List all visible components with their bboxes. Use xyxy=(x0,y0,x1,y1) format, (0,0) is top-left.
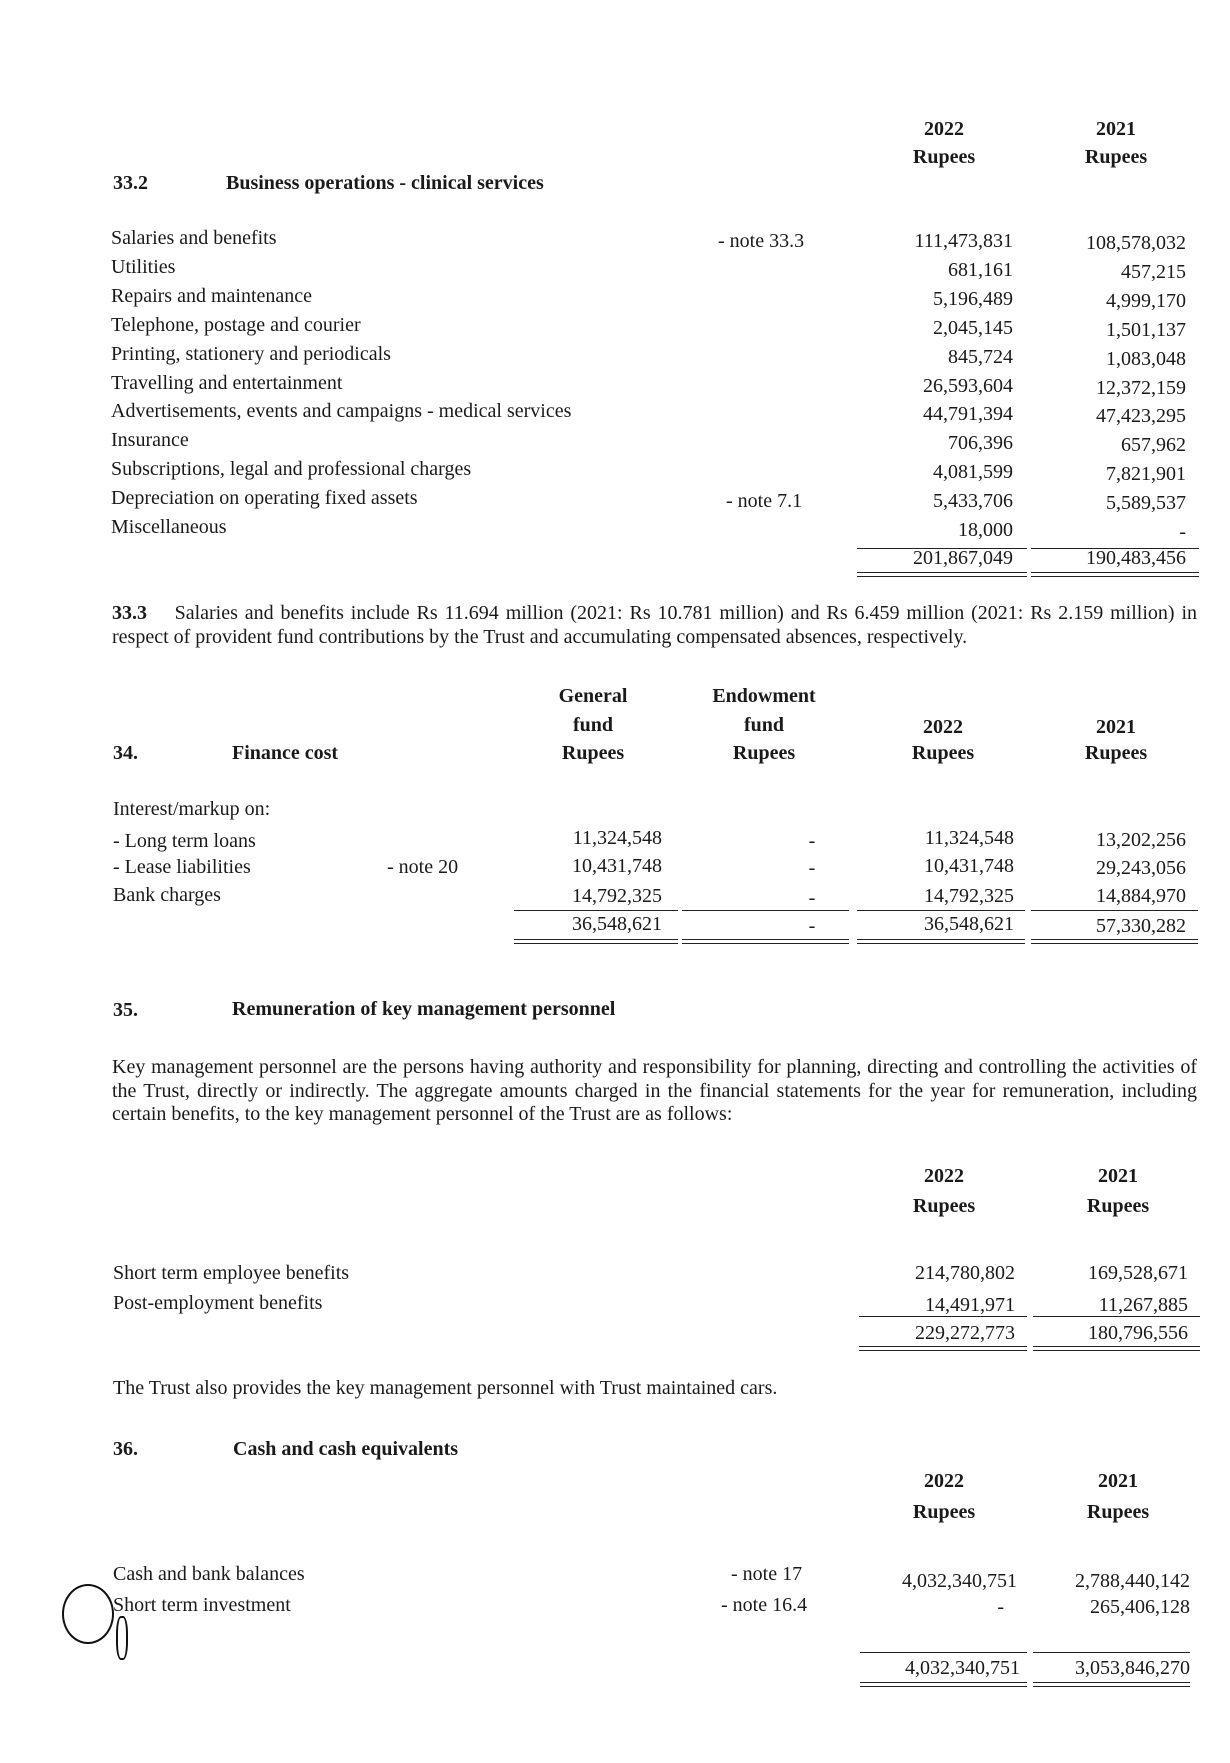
section-title: Finance cost xyxy=(232,742,339,764)
row-2022: 14,792,325 xyxy=(924,885,1014,907)
row-2022: 4,032,340,751 xyxy=(902,1570,1017,1592)
row-endowment: - xyxy=(808,830,816,852)
row-2022: 4,081,599 xyxy=(933,461,1013,484)
row-note: - note 33.3 xyxy=(718,230,805,252)
row-label: Cash and bank balances xyxy=(113,1563,305,1585)
row-label: Subscriptions, legal and professional charges xyxy=(111,458,472,481)
total-double-rule xyxy=(1033,1682,1190,1687)
row-label: Post-employment benefits xyxy=(113,1292,323,1314)
row-2022: 10,431,748 xyxy=(924,855,1014,877)
subtotal-rule xyxy=(857,910,1025,911)
section-number: 33.2 xyxy=(113,172,148,194)
row-2021: 14,884,970 xyxy=(1096,885,1186,907)
row-label: Bank charges xyxy=(113,884,221,906)
col-2022-year: 2022 xyxy=(923,716,963,738)
row-label: - Long term loans xyxy=(113,830,256,852)
subtotal-rule xyxy=(1031,910,1198,911)
row-2021: 7,821,901 xyxy=(1106,463,1186,486)
row-2021: 1,083,048 xyxy=(1106,347,1186,370)
total-double-rule xyxy=(857,939,1025,944)
subtotal-rule xyxy=(514,910,678,911)
total-2022: 4,032,340,751 xyxy=(905,1657,1020,1679)
row-2022: 5,196,489 xyxy=(933,287,1013,310)
row-2021: 169,528,671 xyxy=(1088,1262,1188,1284)
row-2021: 29,243,056 xyxy=(1096,857,1186,879)
row-endowment: - xyxy=(808,887,816,909)
col-2021-unit: Rupees xyxy=(1084,742,1148,764)
row-label: Short term employee benefits xyxy=(113,1262,350,1284)
row-2022: 14,491,971 xyxy=(925,1294,1015,1316)
total-double-rule xyxy=(1033,1346,1200,1351)
row-label: Depreciation on operating fixed assets xyxy=(111,487,418,510)
row-2021: 108,578,032 xyxy=(1086,232,1186,254)
row-label: Repairs and maintenance xyxy=(111,284,313,307)
subtotal-rule xyxy=(860,1652,1027,1653)
total-2021: 180,796,556 xyxy=(1088,1322,1188,1344)
handwritten-initials-stroke xyxy=(116,1616,128,1660)
subtotal-rule xyxy=(1033,1316,1200,1317)
row-2021: 11,267,885 xyxy=(1098,1294,1188,1316)
section-title: Business operations - clinical services xyxy=(226,172,544,194)
total-double-rule xyxy=(1031,572,1199,577)
row-label: - Lease liabilities xyxy=(113,856,251,878)
section-text: Key management personnel are the persons having authority and responsibility for planning, directing and controlling the activities of the Trust, directly or indirectly. The aggregate amounts charged in the financial statements for the year for remuneration, including certain benefits, to the key management personnel of the Trust are as follows: xyxy=(112,1056,1197,1125)
row-2021: 12,372,159 xyxy=(1096,376,1186,399)
total-2022: 201,867,049 xyxy=(913,547,1013,569)
section-number: 36. xyxy=(113,1438,138,1460)
row-label: Short term investment xyxy=(113,1594,291,1616)
section-number: 35. xyxy=(113,999,138,1021)
handwritten-initials-mark xyxy=(62,1584,114,1644)
total-2021: 57,330,282 xyxy=(1096,915,1186,937)
total-2021: 3,053,846,270 xyxy=(1075,1657,1190,1679)
row-note: - note 16.4 xyxy=(721,1594,808,1616)
row-label: Advertisements, events and campaigns - medical services xyxy=(111,400,572,423)
col-2021-year: 2021 xyxy=(1098,1165,1138,1187)
row-general: 10,431,748 xyxy=(572,855,662,877)
note-number: 33.3 xyxy=(112,602,147,624)
row-label: Miscellaneous xyxy=(111,516,227,538)
row-2022: 706,396 xyxy=(948,432,1013,455)
row-general: 11,324,548 xyxy=(572,827,662,849)
total-2022: 229,272,773 xyxy=(915,1322,1015,1344)
section-number: 34. xyxy=(113,742,138,764)
total-general: 36,548,621 xyxy=(572,913,662,935)
row-2021: 5,589,537 xyxy=(1106,492,1186,515)
row-2022: 26,593,604 xyxy=(923,374,1013,397)
col-2021-unit: Rupees xyxy=(1086,1195,1150,1217)
row-note: - note 17 xyxy=(731,1563,803,1585)
row-label: Travelling and entertainment xyxy=(111,371,343,394)
total-double-rule xyxy=(1031,939,1198,944)
row-2022: - xyxy=(997,1596,1004,1618)
total-double-rule xyxy=(859,1346,1027,1351)
row-2022: 44,791,394 xyxy=(923,403,1013,426)
total-endowment: - xyxy=(808,915,816,937)
row-2021: 13,202,256 xyxy=(1096,829,1186,851)
row-label: Utilities xyxy=(111,255,176,278)
row-2021: 1,501,137 xyxy=(1106,318,1186,341)
subheading: Interest/markup on: xyxy=(113,798,271,820)
row-2022: 2,045,145 xyxy=(933,316,1013,339)
col-endowment-2: fund xyxy=(743,714,785,736)
col-endowment-1: Endowment xyxy=(712,685,816,707)
col-2021-unit: Rupees xyxy=(1084,146,1148,168)
row-label: Telephone, postage and courier xyxy=(111,313,361,336)
row-2022: 18,000 xyxy=(958,519,1013,541)
note-text: Salaries and benefits include Rs 11.694 million (2021: Rs 10.781 million) and Rs 6.459 million (2021: Rs 2.159 million) in respect of provident fund contributions by the Trust and accumulating compensated absences, respectively. xyxy=(112,602,1198,648)
row-2022: 845,724 xyxy=(948,345,1013,368)
col-2022-unit: Rupees xyxy=(912,146,976,168)
row-2022: 681,161 xyxy=(948,258,1013,281)
row-2021: - xyxy=(1179,521,1186,543)
section-title: Cash and cash equivalents xyxy=(233,1438,459,1460)
section-title: Remuneration of key management personnel xyxy=(232,998,616,1020)
col-2021-year: 2021 xyxy=(1096,118,1136,140)
col-2021-year: 2021 xyxy=(1098,1470,1138,1492)
row-2022: 11,324,548 xyxy=(924,827,1014,849)
col-endowment-3: Rupees xyxy=(732,742,796,764)
row-2021: 657,962 xyxy=(1121,434,1186,457)
col-2022-unit: Rupees xyxy=(912,1501,976,1523)
total-double-rule xyxy=(860,1682,1027,1687)
row-label: Printing, stationery and periodicals xyxy=(111,342,391,365)
total-double-rule xyxy=(857,572,1027,577)
row-2021: 47,423,295 xyxy=(1096,405,1186,428)
subtotal-rule xyxy=(859,1316,1027,1317)
col-2021-unit: Rupees xyxy=(1086,1501,1150,1523)
row-2022: 5,433,706 xyxy=(933,490,1013,513)
row-2021: 457,215 xyxy=(1121,260,1186,283)
total-double-rule xyxy=(514,939,678,944)
col-general-3: Rupees xyxy=(561,742,625,764)
col-2022-year: 2022 xyxy=(924,118,964,140)
subtotal-rule xyxy=(682,910,849,911)
footnote: The Trust also provides the key management personnel with Trust maintained cars. xyxy=(113,1377,778,1399)
col-2022-year: 2022 xyxy=(924,1470,964,1492)
total-2021: 190,483,456 xyxy=(1086,547,1186,569)
col-2022-year: 2022 xyxy=(924,1165,964,1187)
row-2022: 214,780,802 xyxy=(915,1262,1015,1284)
total-double-rule xyxy=(682,939,849,944)
col-2022-unit: Rupees xyxy=(911,742,975,764)
total-2022: 36,548,621 xyxy=(924,913,1014,935)
row-2021: 265,406,128 xyxy=(1090,1596,1190,1618)
row-note: - note 7.1 xyxy=(726,490,803,513)
col-general-1: General xyxy=(558,685,628,707)
row-2021: 2,788,440,142 xyxy=(1075,1570,1190,1592)
col-2021-year: 2021 xyxy=(1096,716,1136,738)
row-2022: 111,473,831 xyxy=(914,230,1013,252)
col-2022-unit: Rupees xyxy=(912,1195,976,1217)
row-label: Insurance xyxy=(111,429,189,452)
col-general-2: fund xyxy=(572,714,614,736)
row-endowment: - xyxy=(808,857,816,879)
row-general: 14,792,325 xyxy=(572,885,662,907)
subtotal-rule xyxy=(1033,1652,1190,1653)
row-label: Salaries and benefits xyxy=(111,227,277,249)
row-note: - note 20 xyxy=(387,856,459,878)
note-33-3 xyxy=(112,602,1197,649)
row-2021: 4,999,170 xyxy=(1106,289,1186,312)
